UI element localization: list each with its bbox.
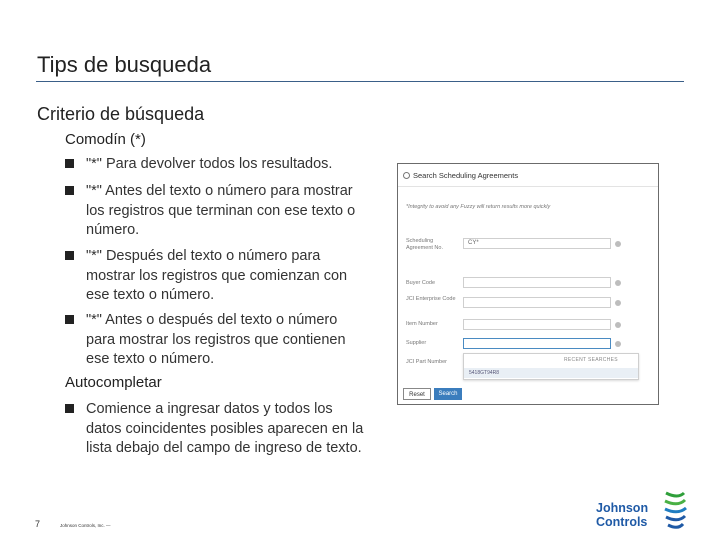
wildcard-title: Comodín (*)	[65, 131, 146, 148]
clear-icon[interactable]	[615, 341, 621, 347]
supplier-input[interactable]	[463, 338, 611, 349]
section-heading: Criterio de búsqueda	[37, 104, 205, 124]
clear-icon[interactable]	[615, 322, 621, 328]
clear-icon[interactable]	[615, 280, 621, 286]
logo-text-line1: Johnson	[596, 501, 649, 515]
logo-text-line2: Controls	[596, 515, 648, 529]
slide-title: Tips de busqueda	[37, 52, 212, 77]
bullet-item	[65, 247, 365, 306]
form-title: Search Scheduling Agreements	[413, 170, 519, 180]
radio-circle-icon	[403, 172, 410, 179]
dropdown-header: RECENT SEARCHES	[564, 357, 618, 363]
item-number-input[interactable]	[463, 319, 611, 330]
field-label: Scheduling Agreement No.	[406, 238, 443, 251]
field-label: JCI Enterprise Code	[406, 296, 456, 302]
logo-mark-icon	[660, 489, 690, 534]
footer-text: Johnson Controls, Inc. —	[60, 523, 111, 528]
bullet-text: Comience a ingresar datos y todos los datos coincidentes posibles aparecen en la lista debajo del campo de ingreso de texto.	[86, 401, 364, 456]
clear-icon[interactable]	[615, 300, 621, 306]
clear-icon[interactable]	[615, 241, 621, 247]
title-divider	[36, 81, 684, 82]
bullet-text: "*" Antes del texto o número para mostrar los registros que terminan con ese texto o número.	[86, 183, 356, 238]
field-label: Item Number	[406, 321, 438, 327]
dropdown-option[interactable]: 5418GT94R8	[464, 368, 638, 378]
bullet-square-icon	[65, 159, 74, 168]
bullet-square-icon	[65, 186, 74, 195]
bullet-square-icon	[65, 315, 74, 324]
johnson-controls-logo	[596, 489, 691, 534]
bullet-item	[65, 311, 365, 370]
field-label: Supplier	[406, 340, 427, 346]
buyer-code-input[interactable]	[463, 277, 611, 288]
bullet-item	[65, 182, 365, 241]
bullet-square-icon	[65, 404, 74, 413]
bullet-text: "*" Para devolver todos los resultados.	[86, 156, 333, 172]
bullet-item	[65, 155, 365, 175]
autocomplete-dropdown	[463, 353, 639, 380]
bullet-square-icon	[65, 251, 74, 260]
search-form-screenshot	[397, 163, 659, 405]
field-label: JCI Part Number	[406, 359, 447, 365]
field-label: Buyer Code	[406, 280, 436, 286]
form-header	[398, 164, 658, 187]
enterprise-code-input[interactable]	[463, 297, 611, 308]
bullet-text: "*" Después del texto o número para mostrar los registros que comienzan con ese texto o número.	[86, 248, 348, 303]
bullet-item	[65, 400, 365, 459]
autocomplete-title: Autocompletar	[65, 374, 162, 391]
bullet-text: "*" Antes o después del texto o número para mostrar los registros que contienen ese texto o número.	[86, 312, 346, 367]
reset-button[interactable]: Reset	[403, 388, 431, 400]
search-button[interactable]: Search	[434, 388, 462, 400]
form-info-text: *Integrity to avoid any Fuzzy will return results more quickly	[406, 204, 551, 210]
scheduling-agreement-input[interactable]: CY*	[463, 238, 611, 249]
page-number: 7	[35, 519, 41, 529]
